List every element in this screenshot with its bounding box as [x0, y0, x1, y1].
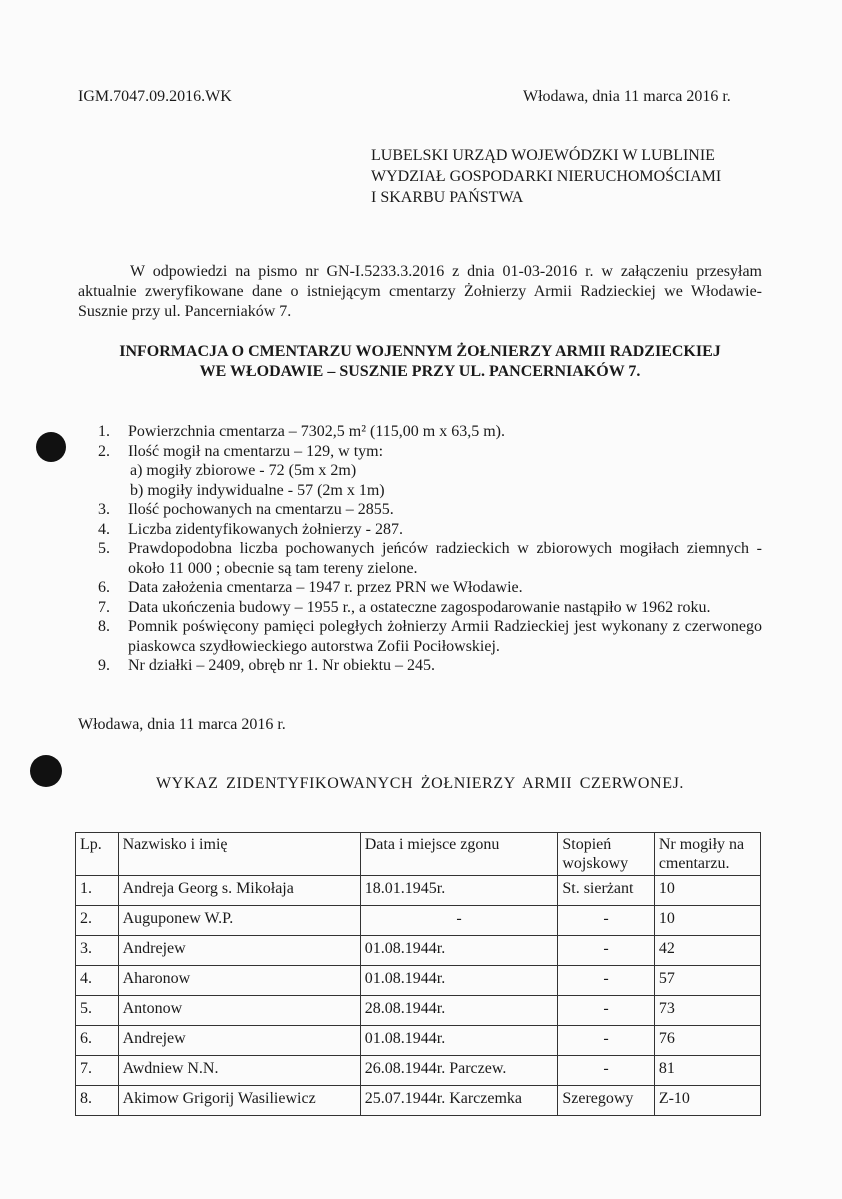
table-cell: 76: [654, 1026, 760, 1056]
table-cell: 81: [654, 1056, 760, 1086]
table-row: [76, 936, 761, 966]
table-cell: 3.: [76, 936, 119, 966]
info-list: [98, 422, 762, 676]
list-title: WYKAZ ZIDENTYFIKOWANYCH ŻOŁNIERZY ARMII CZERWONEJ.: [155, 775, 684, 792]
header-cell: Stopień wojskowy: [558, 833, 654, 876]
table-cell: Akimow Grigorij Wasiliewicz: [118, 1086, 360, 1116]
table-row: [76, 1056, 761, 1086]
intro-paragraph: [78, 262, 762, 322]
item-text: Liczba zidentyfikowanych żołnierzy - 287.: [128, 520, 403, 538]
table-cell: 6.: [76, 1026, 119, 1056]
list-item: [98, 422, 762, 442]
intro-text: W odpowiedzi na pismo nr GN-I.5233.3.2016 z dnia 01-03-2016 r. w załączeniu przesyłam aktualnie zweryfikowane dane o istniejącym cmentarzy Żołnierzy Armii Radzieckiej we Włodawie-Susznie przy ul. Pancerniaków 7.: [78, 263, 762, 320]
list-item: [98, 442, 762, 462]
table-cell: -: [360, 906, 558, 936]
list-item: [98, 578, 762, 598]
table-cell: 18.01.1945r.: [360, 876, 558, 906]
addressee-line: WYDZIAŁ GOSPODARKI NIERUCHOMOŚCIAMI: [371, 168, 722, 185]
sub-item: b) mogiły indywidualne - 57 (2m x 1m): [130, 481, 385, 499]
item-number: 3.: [98, 501, 110, 518]
table-cell: 01.08.1944r.: [360, 936, 558, 966]
item-text: Powierzchnia cmentarza – 7302,5 m² (115,00 m x 63,5 m).: [128, 423, 505, 440]
table-cell: 73: [654, 996, 760, 1026]
table-row: [76, 876, 761, 906]
item-number: 9.: [98, 657, 110, 674]
table-cell: -: [558, 1026, 654, 1056]
table-cell: -: [558, 936, 654, 966]
table-cell: Antonow: [118, 996, 360, 1026]
table-cell: Szeregowy: [558, 1086, 654, 1116]
item-text: Ilość pochowanych na cmentarzu – 2855.: [128, 501, 394, 518]
place-date: Włodawa, dnia 11 marca 2016 r.: [523, 88, 731, 105]
item-text: Nr działki – 2409, obręb nr 1. Nr obiektu – 245.: [128, 657, 436, 674]
list-item: [98, 656, 762, 676]
table-cell: 26.08.1944r. Parczew.: [360, 1056, 558, 1086]
table-cell: St. sierżant: [558, 876, 654, 906]
table-cell: 25.07.1944r. Karczemka: [360, 1086, 558, 1116]
table-cell: Auguponew W.P.: [118, 906, 360, 936]
list-item: [98, 539, 762, 578]
table-cell: 5.: [76, 996, 119, 1026]
header-cell: Nazwisko i imię: [118, 833, 360, 876]
table-cell: -: [558, 996, 654, 1026]
list-item: [98, 598, 762, 618]
item-number: 5.: [98, 540, 110, 557]
addressee-line: I SKARBU PAŃSTWA: [371, 189, 524, 206]
table-row: [76, 966, 761, 996]
table-cell: Andrejew: [118, 936, 360, 966]
table-cell: Andrejew: [118, 1026, 360, 1056]
table-cell: 2.: [76, 906, 119, 936]
table-cell: 4.: [76, 966, 119, 996]
item-text: Data ukończenia budowy – 1955 r., a ostateczne zagospodarowanie nastąpiło w 1962 roku.: [128, 598, 711, 616]
reference-number: IGM.7047.09.2016.WK: [78, 88, 232, 105]
table-cell: Andreja Georg s. Mikołaja: [118, 876, 360, 906]
table-cell: -: [558, 966, 654, 996]
item-number: 4.: [98, 520, 110, 538]
addressee-line: LUBELSKI URZĄD WOJEWÓDZKI W LUBLINIE: [371, 147, 715, 164]
table-row: [76, 996, 761, 1026]
footer-date: Włodawa, dnia 11 marca 2016 r.: [78, 716, 286, 733]
table-cell: 57: [654, 966, 760, 996]
section-heading: [78, 342, 762, 382]
punch-hole-bottom: [30, 755, 62, 787]
table-cell: 10: [654, 876, 760, 906]
item-text: Pomnik poświęcony pamięci poległych żołnierzy Armii Radzieckiej jest wykonany z czerwonego piaskowca szydłowieckiego autorstwa Zofii Pociłowskiej.: [128, 618, 762, 655]
item-text: Prawdopodobna liczba pochowanych jeńców radzieckich w zbiorowych mogiłach ziemnych - około 11 000 ; obecnie są tam tereny zielone.: [128, 540, 762, 577]
punch-hole-top: [36, 432, 66, 462]
soldiers-table: [75, 832, 761, 1116]
table-cell: 1.: [76, 876, 119, 906]
heading-line: INFORMACJA O CMENTARZU WOJENNYM ŻOŁNIERZY ARMII RADZIECKIEJ: [119, 343, 721, 360]
table-cell: Aharonow: [118, 966, 360, 996]
sub-item: a) mogiły zbiorowe - 72 (5m x 2m): [130, 462, 357, 479]
item-number: 8.: [98, 618, 110, 635]
table-cell: 42: [654, 936, 760, 966]
list-item: [98, 520, 762, 540]
header-cell: Lp.: [76, 833, 119, 876]
table-cell: 7.: [76, 1056, 119, 1086]
table-cell: -: [558, 1056, 654, 1086]
item-number: 1.: [98, 423, 110, 440]
table-row: [76, 906, 761, 936]
header-cell: Nr mogiły na cmentarzu.: [654, 833, 760, 876]
table-row: [76, 1026, 761, 1056]
item-number: 6.: [98, 579, 110, 596]
header-cell: Data i miejsce zgonu: [360, 833, 558, 876]
list-item: [98, 500, 762, 520]
item-number: 2.: [98, 442, 110, 460]
table-cell: 01.08.1944r.: [360, 966, 558, 996]
item-number: 7.: [98, 598, 110, 616]
addressee-block: [371, 145, 721, 208]
table-cell: 28.08.1944r.: [360, 996, 558, 1026]
table-cell: Awdniew N.N.: [118, 1056, 360, 1086]
heading-line: WE WŁODAWIE – SUSZNIE PRZY UL. PANCERNIAKÓW 7.: [199, 363, 641, 380]
item-text: Ilość mogił na cmentarzu – 129, w tym:: [128, 442, 384, 460]
table-header-row: [76, 833, 761, 876]
table-cell: 10: [654, 906, 760, 936]
table-row: [76, 1086, 761, 1116]
table-cell: 8.: [76, 1086, 119, 1116]
list-item: [98, 617, 762, 656]
table-cell: Z-10: [654, 1086, 760, 1116]
item-text: Data założenia cmentarza – 1947 r. przez PRN we Włodawie.: [128, 579, 523, 596]
table-cell: -: [558, 906, 654, 936]
table-cell: 01.08.1944r.: [360, 1026, 558, 1056]
